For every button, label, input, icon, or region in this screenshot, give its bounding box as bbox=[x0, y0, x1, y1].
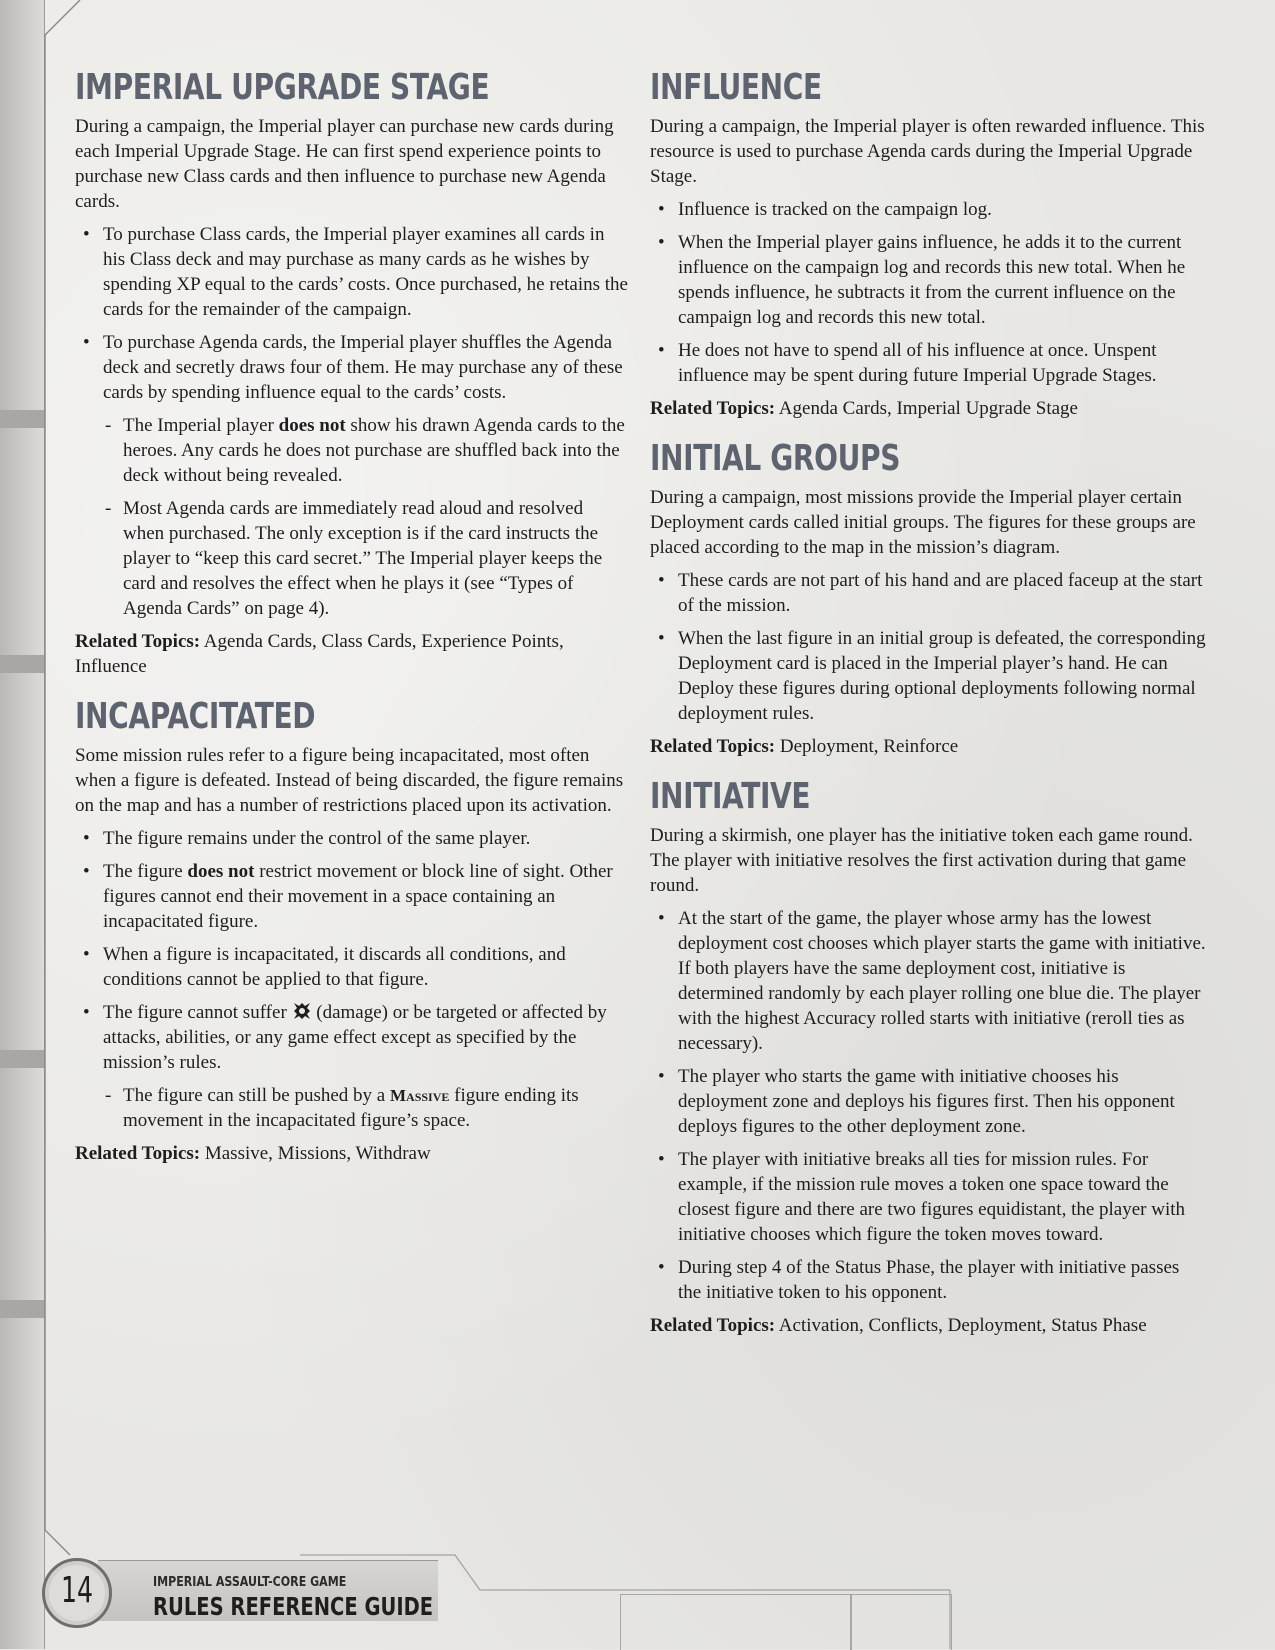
list-item: • These cards are not part of his hand and are placed faceup at the start of the mission. bbox=[678, 568, 1206, 618]
list-item: - The figure can still be pushed by a Massive figure ending its movement in the incapacitated figure’s space. bbox=[123, 1083, 628, 1133]
section-influence bbox=[650, 66, 1206, 421]
section-title: INITIAL GROUPS bbox=[650, 438, 901, 479]
bullet-list bbox=[650, 906, 1206, 1305]
bullet-list bbox=[650, 197, 1206, 388]
list-item: • The player who starts the game with initiative chooses his deployment zone and deploys his figures first. Then his opponent deploys figures to the other deployment zone. bbox=[678, 1064, 1206, 1139]
list-item: • When the last figure in an initial group is defeated, the corresponding Deployment card is placed in the Imperial player’s hand. He can Deploy these figures during optional deployments following normal deployment rules. bbox=[678, 626, 1206, 726]
list-item: - Most Agenda cards are immediately read aloud and resolved when purchased. The only exception is if the card instructs the player to “keep this card secret.” The Imperial player keeps the card and resolves the effect when he plays it (see “Types of Agenda Cards” on page 4). bbox=[123, 496, 628, 621]
sub-list bbox=[75, 413, 628, 621]
section-intro: Some mission rules refer to a figure being incapacitated, most often when a figure is defeated. Instead of being discarded, the figure remains on the map and has a number of restrictions placed upon its activation. bbox=[75, 745, 624, 816]
list-item: • The figure remains under the control of the same player. bbox=[103, 826, 628, 851]
list-item: • When a figure is incapacitated, it discards all conditions, and conditions cannot be applied to that figure. bbox=[103, 942, 628, 992]
list-item: • When the Imperial player gains influence, he adds it to the current influence on the campaign log and records this new total. When he spends influence, he subtracts it from the current influence on the campaign log and records this new total. bbox=[678, 230, 1206, 330]
section-initiative bbox=[650, 775, 1206, 1338]
footer-title: RULES REFERENCE GUIDE bbox=[153, 1592, 434, 1621]
left-column bbox=[75, 66, 628, 1182]
section-title: INITIATIVE bbox=[650, 776, 811, 817]
list-item: • To purchase Class cards, the Imperial player examines all cards in his Class deck and may purchase as many cards as he wishes by spending XP equal to the cards’ costs. Once purchased, he retains the cards for the remainder of the campaign. bbox=[103, 222, 628, 322]
list-item: • He does not have to spend all of his influence at once. Unspent influence may be spent during future Imperial Upgrade Stages. bbox=[678, 338, 1206, 388]
section-title: INCAPACITATED bbox=[75, 696, 316, 737]
section-intro: During a campaign, the Imperial player is often rewarded influence. This resource is used to purchase Agenda cards during the Imperial Upgrade Stage. bbox=[650, 116, 1205, 187]
sub-list bbox=[75, 1083, 628, 1133]
list-item: • During step 4 of the Status Phase, the player with initiative passes the initiative token to his opponent. bbox=[678, 1255, 1206, 1305]
section-intro: During a campaign, most missions provide the Imperial player certain Deployment cards called initial groups. The figures for these groups are placed according to the map in the mission’s diagram. bbox=[650, 487, 1196, 558]
section-title: INFLUENCE bbox=[650, 67, 822, 108]
list-item: • The figure cannot suffer (damage) or be targeted or affected by attacks, abilities, or any game effect except as specified by the mission’s rules. bbox=[103, 1000, 628, 1075]
list-item: • Influence is tracked on the campaign log. bbox=[678, 197, 1206, 222]
right-column bbox=[650, 66, 1206, 1354]
related-topics: Related Topics: Massive, Missions, Withdraw bbox=[75, 1143, 431, 1164]
footer-decor-box bbox=[620, 1594, 852, 1650]
list-item: • To purchase Agenda cards, the Imperial player shuffles the Agenda deck and secretly draws four of them. He may purchase any of these cards by spending influence equal to the cards’ costs. bbox=[103, 330, 628, 405]
related-topics: Related Topics: Deployment, Reinforce bbox=[650, 736, 959, 757]
damage-icon bbox=[292, 1001, 312, 1021]
footer-subtitle: IMPERIAL ASSAULT-CORE GAME bbox=[153, 1575, 347, 1590]
section-initial-groups bbox=[650, 437, 1206, 759]
bullet-list bbox=[75, 222, 628, 405]
related-topics: Related Topics: Agenda Cards, Class Cards, Experience Points, Influence bbox=[75, 631, 564, 677]
related-topics: Related Topics: Activation, Conflicts, Deployment, Status Phase bbox=[650, 1315, 1147, 1336]
section-incapacitated bbox=[75, 695, 628, 1166]
list-item: • The player with initiative breaks all ties for mission rules. For example, if the mission rule moves a token one space toward the closest figure and there are two figures equidistant, the player with initiative chooses which figure the token moves toward. bbox=[678, 1147, 1206, 1247]
section-intro: During a campaign, the Imperial player can purchase new cards during each Imperial Upgrade Stage. He can first spend experience points to purchase new Class cards and then influence to purchase new Agenda cards. bbox=[75, 116, 614, 212]
page-footer bbox=[38, 1550, 434, 1649]
footer-decor-box bbox=[850, 1594, 952, 1650]
section-title: IMPERIAL UPGRADE STAGE bbox=[75, 67, 490, 108]
list-item: • At the start of the game, the player whose army has the lowest deployment cost chooses which player starts the game with initiative. If both players have the same deployment cost, initiative is determined randomly by each player rolling one blue die. The player with the highest Accuracy rolled starts with initiative (reroll ties as necessary). bbox=[678, 906, 1206, 1056]
related-topics: Related Topics: Agenda Cards, Imperial Upgrade Stage bbox=[650, 398, 1078, 419]
list-item: - The Imperial player does not show his drawn Agenda cards to the heroes. Any cards he does not purchase are shuffled back into the deck without being revealed. bbox=[123, 413, 628, 488]
section-intro: During a skirmish, one player has the initiative token each game round. The player with initiative resolves the first activation during that game round. bbox=[650, 825, 1193, 896]
bullet-list bbox=[75, 826, 628, 1075]
bullet-list bbox=[650, 568, 1206, 726]
page-number: 14 bbox=[60, 1570, 94, 1611]
section-imperial-upgrade-stage bbox=[75, 66, 628, 679]
list-item: • The figure does not restrict movement or block line of sight. Other figures cannot end their movement in a space containing an incapacitated figure. bbox=[103, 859, 628, 934]
